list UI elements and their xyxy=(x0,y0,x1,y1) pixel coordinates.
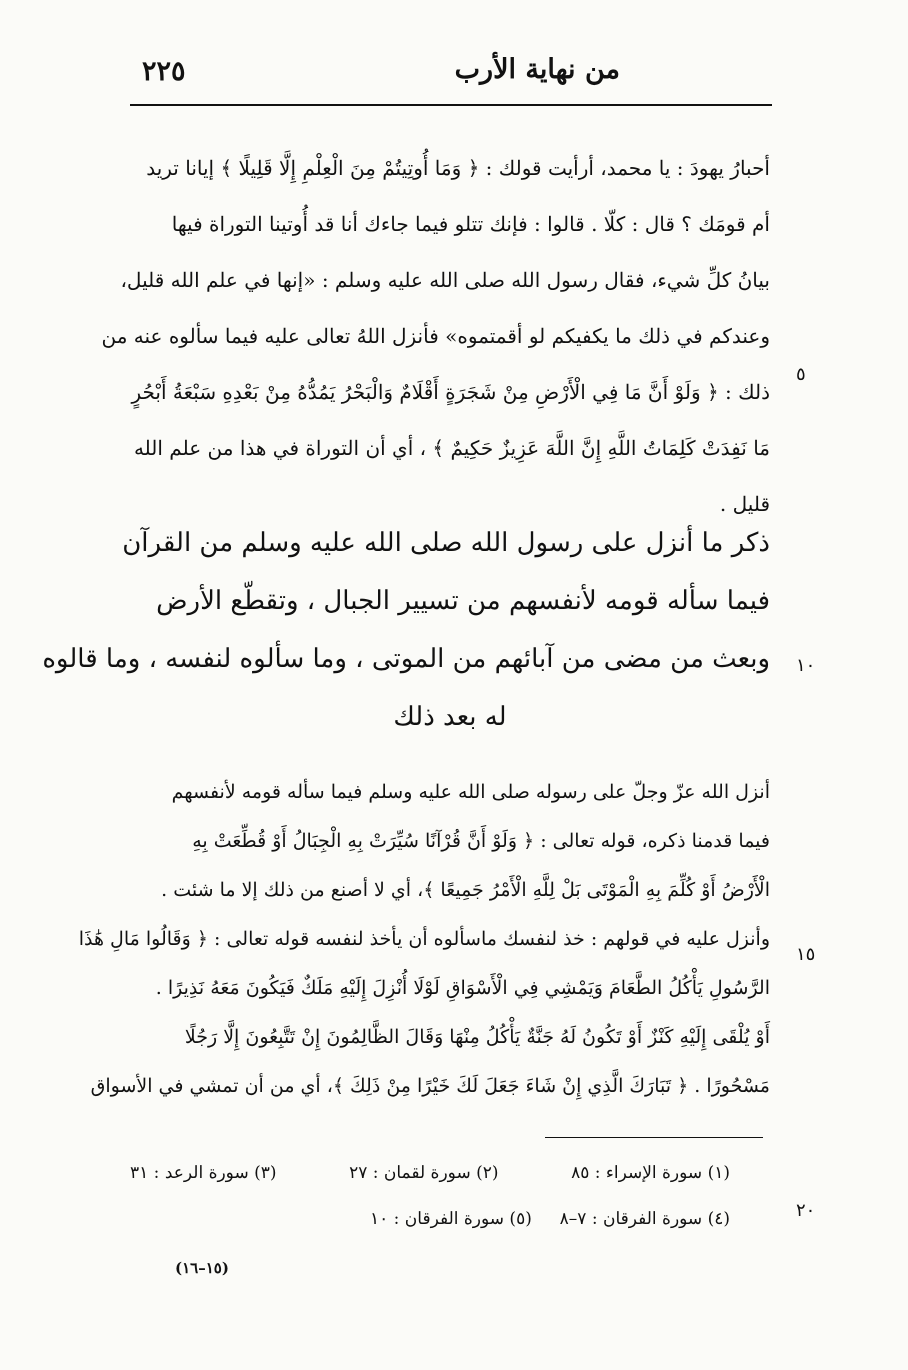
text-line: وعندكم في ذلك ما يكفيكم لو أقمتموه» فأنزل اللهُ تعالى عليه فيما سألوه عنه من xyxy=(101,324,770,348)
text-line: قليل . xyxy=(719,492,770,516)
text-line: أَوْ يُلْقَى إِلَيْهِ كَنْزٌ أَوْ تَكُونُ لَهُ جَنَّةٌ يَأْكُلُ مِنْهَا وَقَالَ الظَّالِمُونَ إِنْ تَتَّبِعُونَ إِلَّا رَجُلًا xyxy=(184,1026,770,1048)
page-number: ٢٢٥ xyxy=(142,56,186,87)
line-number-marker: ٥ xyxy=(796,364,806,385)
text-line: مَسْحُورًا . ﴿ تَبَارَكَ الَّذِي إِنْ شَاءَ جَعَلَ لَكَ خَيْرًا مِنْ ذَلِكَ ﴾، أي من أن تمشي في الأسواق xyxy=(90,1075,770,1097)
text-line: أحبارُ يهودَ : يا محمد، أرأيت قولك : ﴿ وَمَا أُوتِيتُمْ مِنَ الْعِلْمِ إِلَّا قَلِيلًا ﴾ إيانا تريد xyxy=(146,156,770,180)
footnotes xyxy=(130,1150,730,1242)
heading-line: ذكر ما أنزل على رسول الله صلى الله عليه وسلم من القرآن xyxy=(122,528,770,558)
text-line: الْأَرْضُ أَوْ كُلِّمَ بِهِ الْمَوْتَى بَلْ لِلَّهِ الْأَمْرُ جَمِيعًا ﴾، أي لا أصنع من ذلك إلا ما شئت . xyxy=(161,879,770,901)
running-title: من نهاية الأرب xyxy=(454,54,620,85)
paragraph-2 xyxy=(78,768,770,1111)
footnote: (٣) سورة الرعد : ٣١ xyxy=(130,1163,277,1183)
line-number-marker: ٢٠ xyxy=(796,1200,816,1221)
footnote-rule xyxy=(545,1137,763,1138)
text-line: وأنزل عليه في قولهم : خذ لنفسك ماسألوه أن يأخذ لنفسه قوله تعالى : ﴿ وَقَالُوا مَالِ هَٰذَا xyxy=(78,928,770,950)
text-line: ذلك : ﴿ وَلَوْ أَنَّ مَا فِي الْأَرْضِ مِنْ شَجَرَةٍ أَقْلَامٌ وَالْبَحْرُ يَمُدُّهُ مِنْ بَعْدِهِ سَبْعَةُ أَبْحُرٍ xyxy=(131,380,770,404)
text-line: أم قومَك ؟ قال : كلّا . قالوا : فإنك تتلو فيما جاءك أنا قد أُوتينا التوراة فيها xyxy=(171,212,770,236)
footnote-row xyxy=(370,1196,730,1242)
section-heading xyxy=(42,514,770,746)
footnote-row xyxy=(130,1150,730,1196)
footnote: (٥) سورة الفرقان : ١٠ xyxy=(370,1209,532,1229)
text-line: الرَّسُولِ يَأْكُلُ الطَّعَامَ وَيَمْشِي فِي الْأَسْوَاقِ لَوْلَا أُنْزِلَ إِلَيْهِ مَلَكٌ فَيَكُونَ مَعَهُ نَذِيرًا . xyxy=(155,977,770,999)
heading-line: وبعث من مضى من آبائهم من الموتى ، وما سألوه لنفسه ، وما قالوه xyxy=(42,644,770,674)
text-line: فيما قدمنا ذكره، قوله تعالى : ﴿ وَلَوْ أَنَّ قُرْآنًا سُيِّرَتْ بِهِ الْجِبَالُ أَوْ قُطِّعَتْ بِهِ xyxy=(192,830,770,852)
paragraph-1 xyxy=(101,140,770,532)
text-line: أنزل الله عزّ وجلّ على رسوله صلى الله عليه وسلم فيما سأله قومه لأنفسهم xyxy=(171,781,770,803)
heading-line: له بعد ذلك xyxy=(393,702,507,732)
text-line: مَا نَفِدَتْ كَلِمَاتُ اللَّهِ إِنَّ اللَّهَ عَزِيزٌ حَكِيمٌ ﴾ ، أي أن التوراة في هذا من علم الله xyxy=(133,436,770,460)
line-number-marker: ١٠ xyxy=(796,655,816,676)
line-number-marker: ١٥ xyxy=(796,944,816,965)
heading-line: فيما سأله قومه لأنفسهم من تسيير الجبال ، وتقطّع الأرض xyxy=(156,586,770,616)
footnote: (٢) سورة لقمان : ٢٧ xyxy=(349,1163,499,1183)
footnote: (٤) سورة الفرقان : ٧–٨ xyxy=(559,1209,730,1229)
printer-signature: (١٥–١٦) xyxy=(175,1259,229,1277)
page-header xyxy=(130,52,770,98)
text-line: بيانُ كلِّ شيء، فقال رسول الله صلى الله عليه وسلم : «إنها في علم الله قليل، xyxy=(120,268,770,292)
header-rule xyxy=(130,104,772,106)
footnote: (١) سورة الإسراء : ٨٥ xyxy=(571,1163,730,1183)
